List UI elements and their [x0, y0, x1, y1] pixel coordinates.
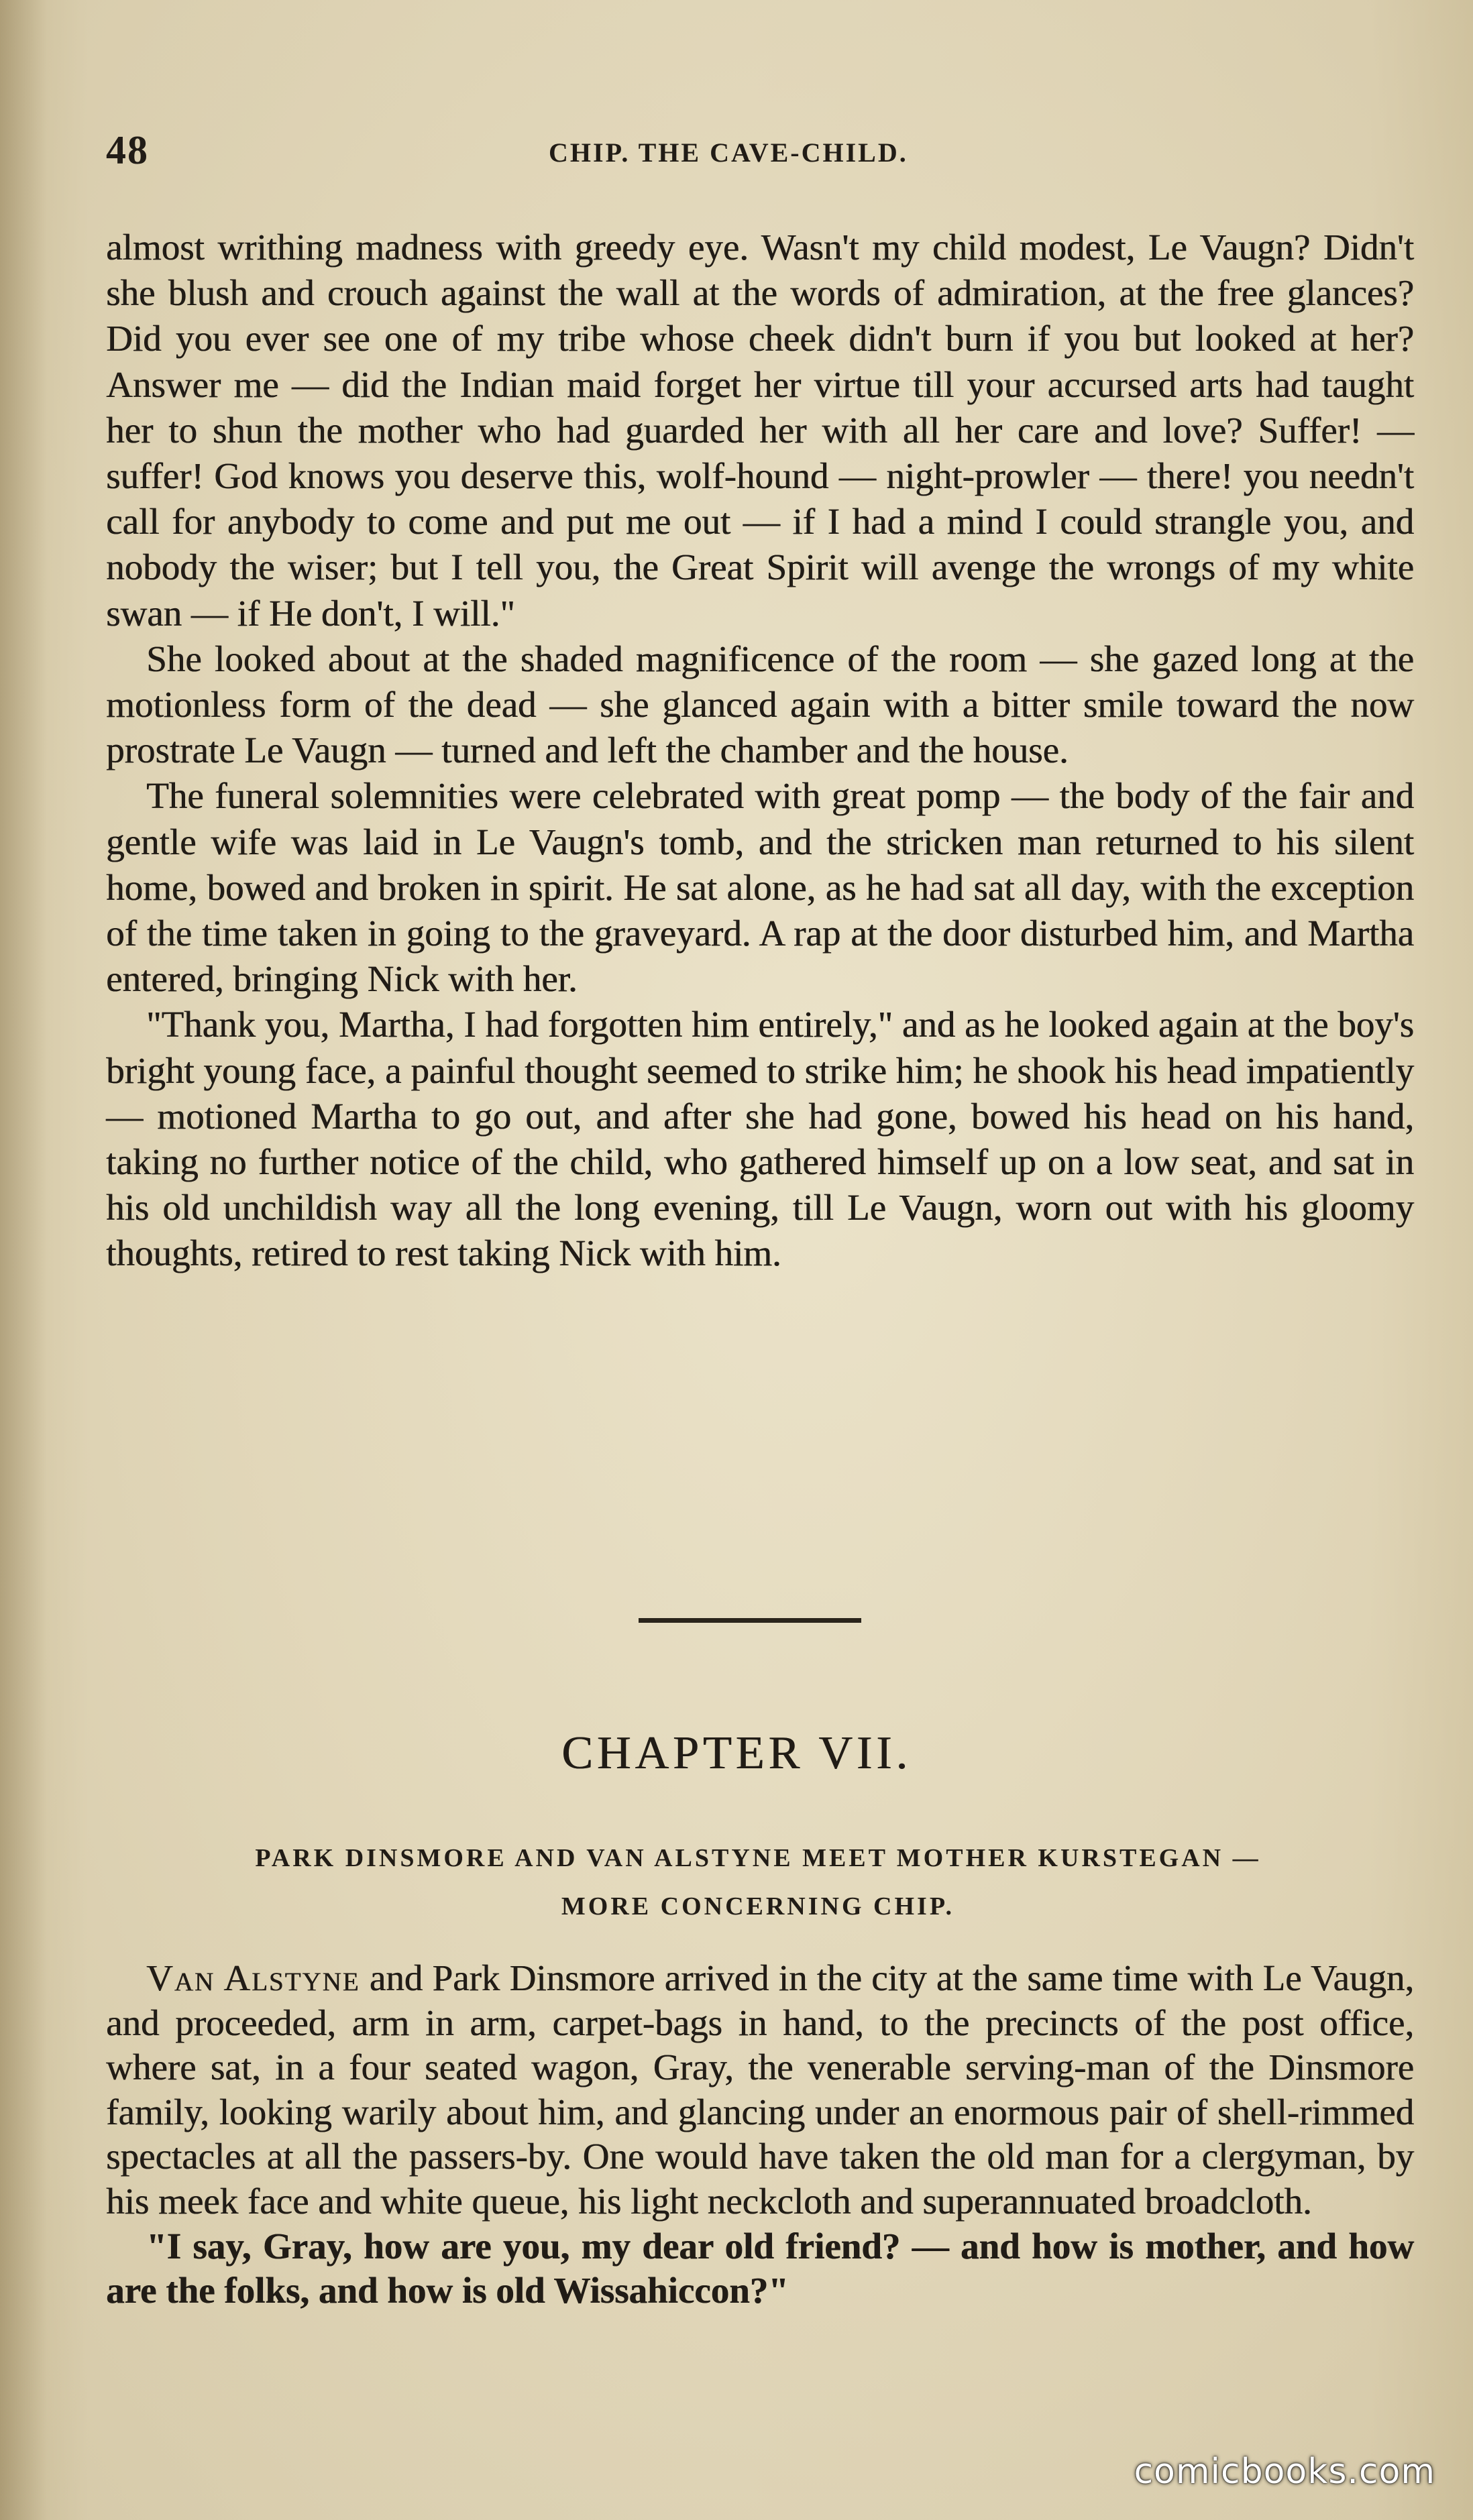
- chapter-subtitle-line: MORE CONCERNING CHIP.: [561, 1892, 955, 1921]
- page-number: 48: [106, 128, 149, 172]
- chapter-subtitle-line: PARK DINSMORE AND VAN ALSTYNE MEET MOTHER KURSTEGAN —: [255, 1844, 1261, 1872]
- section-divider-rule: [639, 1618, 861, 1623]
- body-text: [106, 225, 1414, 1277]
- opening-smallcaps: Van Alstyne: [146, 1957, 360, 1998]
- running-title: CHIP. THE CAVE-CHILD.: [549, 137, 908, 168]
- running-head: [106, 127, 1421, 172]
- paragraph-continuation: almost writhing madness with greedy eye. Wasn't my child modest, Le Vaugn? Didn't she blush and crouch against the wall at the words of admiration, at the free glances? Did you ever see one of my tribe whose cheek didn't burn if you but looked at her? Answer me — did the Indian maid forget her virtue till your accursed arts had taught her to shun the mother who had guarded her with all her care and love? Suffer! — suffer! God knows you deserve this, wolf-hound — night-prowler — there! you needn't call for anybody to come and put me out — if I had a mind I could strangle you, and nobody the wiser; but I tell you, the Great Spirit will avenge the wrongs of my white swan — if He don't, I will.": [106, 227, 1414, 634]
- paragraph: The funeral solemnities were celebrated with great pomp — the body of the fair and gentle wife was laid in Le Vaugn's tomb, and the stricken man returned to his silent home, bowed and broken in spirit. He sat alone, as he had sat all day, with the exception of the time taken in going to the graveyard. A rap at the door disturbed him, and Martha entered, bringing Nick with her.: [106, 775, 1414, 1000]
- spine-shadow: [0, 0, 47, 2520]
- paragraph: "Thank you, Martha, I had forgotten him entirely," and as he looked again at the boy's bright young face, a painful thought seemed to strike him; he shook his head impatiently — motioned Martha to go out, and after she had gone, bowed his head on his hand, taking no further notice of the child, who gathered himself up on a low seat, and sat in his old unchildish way all the long evening, till Le Vaugn, worn out with his gloomy thoughts, retired to rest taking Nick with him.: [106, 1004, 1414, 1274]
- chapter-heading: CHAPTER VII.: [561, 1727, 912, 1779]
- chapter-subtitle: [101, 1834, 1415, 1931]
- chapter-opening-paragraph: [106, 1956, 1414, 2224]
- chapter-body: [106, 1956, 1414, 2313]
- paragraph: She looked about at the shaded magnificence of the room — she gazed long at the motionless form of the dead — she glanced again with a bitter smile toward the now prostrate Le Vaugn — turned and left the chamber and the house.: [106, 638, 1414, 771]
- opening-paragraph-text: and Park Dinsmore arrived in the city at the same time with Le Vaugn, and proceeded, arm in arm, carpet-bags in hand, to the precincts of the post office, where sat, in a four seated wagon, Gray, the venerable serving-man of the Dinsmore family, looking warily about him, and glancing under an enormous pair of shell-rimmed spectacles at all the passers-by. One would have taken the old man for a clergyman, by his meek face and white queue, his light neckcloth and superannuated broadcloth.: [106, 1957, 1414, 2222]
- dialogue-paragraph: "I say, Gray, how are you, my dear old friend? — and how is mother, and how are the folks, and how is old Wissahiccon?": [106, 2225, 1414, 2311]
- site-watermark: comicbooks.com: [1134, 2452, 1435, 2492]
